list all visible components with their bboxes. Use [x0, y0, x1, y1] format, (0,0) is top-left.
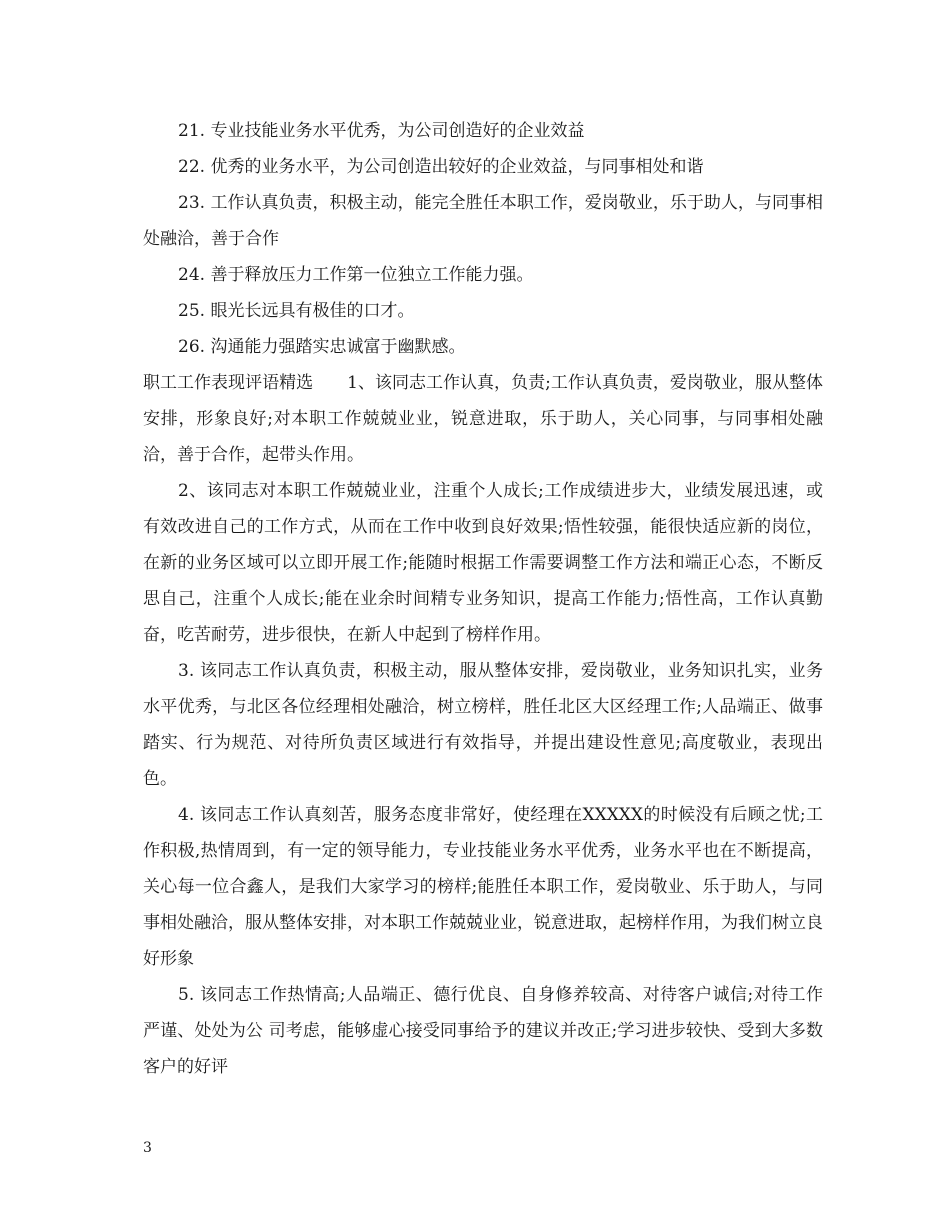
paragraph-25: 25. 眼光长远具有极佳的口才。 [178, 301, 415, 321]
page-number: 3 [143, 1140, 152, 1156]
paragraph-comment-4: 4. 该同志工作认真刻苦，服务态度非常好，使经理在XXXXX的时候没有后顾之忧;工作积极,热情周到，有一定的领导能力，专业技能业务水平优秀，业务水平也在不断提高，关心每一位合鑫人，是我们大家学习的榜样;能胜任本职工作，爱岗敬业、乐于助人，与同事相处融洽，服从整体安排，对本职工作兢兢业业，锐意进取，起榜样作用，为我们树立良好形象 [143, 805, 823, 969]
paragraph-22: 22. 优秀的业务水平，为公司创造出较好的企业效益，与同事相处和谐 [178, 157, 704, 177]
paragraph-comment-5: 5. 该同志工作热情高;人品端正、德行优良、自身修养较高、对待客户诚信;对待工作严谨、处处为公 司考虑，能够虚心接受同事给予的建议并改正;学习进步较快、受到大多数客户的好评 [143, 985, 823, 1077]
paragraph-24: 24. 善于释放压力工作第一位独立工作能力强。 [178, 265, 534, 285]
paragraph-21: 21. 专业技能业务水平优秀，为公司创造好的企业效益 [178, 121, 585, 141]
paragraph-comment-3: 3. 该同志工作认真负责，积极主动，服从整体安排，爱岗敬业，业务知识扎实，业务水平优秀，与北区各位经理相处融洽，树立榜样，胜任北区大区经理工作;人品端正、做事踏实、行为规范、对待所负责区域进行有效指导，并提出建设性意见;高度敬业，表现出色。 [143, 661, 823, 789]
paragraph-26: 26. 沟通能力强踏实忠诚富于幽默感。 [178, 337, 466, 357]
document-body [143, 113, 823, 1085]
section-heading-paragraph: 职工工作表现评语精选 1、该同志工作认真，负责;工作认真负责，爱岗敬业，服从整体安排，形象良好;对本职工作兢兢业业，锐意进取，乐于助人，关心同事，与同事相处融洽，善于合作，起带头作用。 [143, 373, 823, 465]
paragraph-23: 23. 工作认真负责，积极主动，能完全胜任本职工作，爱岗敬业，乐于助人，与同事相处融洽，善于合作 [143, 193, 823, 249]
paragraph-comment-2: 2、该同志对本职工作兢兢业业，注重个人成长;工作成绩进步大，业绩发展迅速，或有效改进自己的工作方式，从而在工作中收到良好效果;悟性较强，能很快适应新的岗位，在新的业务区域可以立即开展工作;能随时根据工作需要调整工作方法和端正心态，不断反思自己，注重个人成长;能在业余时间精专业务知识，提高工作能力;悟性高，工作认真勤奋，吃苦耐劳，进步很快，在新人中起到了榜样作用。 [143, 481, 823, 645]
